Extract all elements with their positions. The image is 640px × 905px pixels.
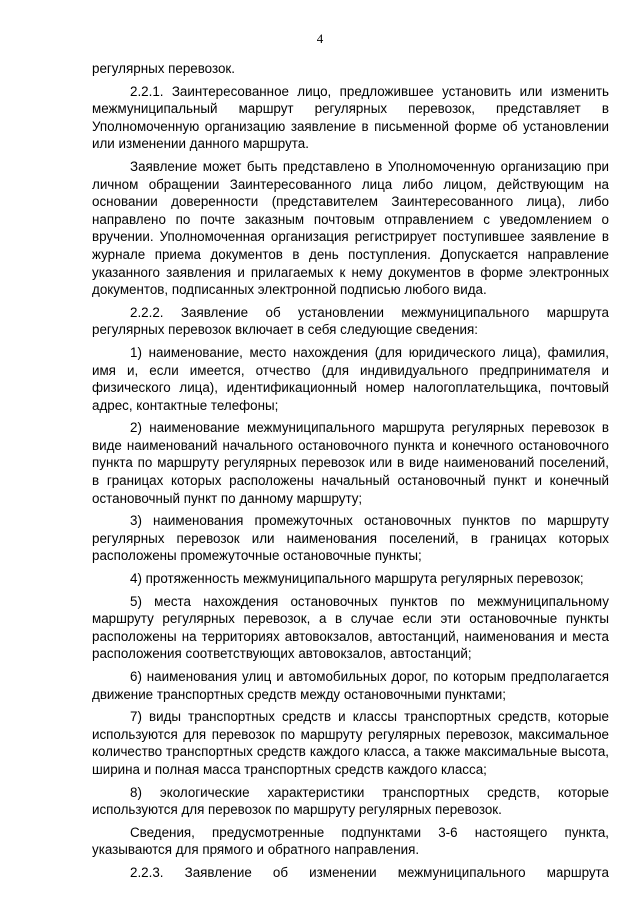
list-item-1: 1) наименование, место нахождения (для юридического лица), фамилия, имя и, если имеется, отчество (для индивидуального предпринимателя и физического лица), идентификационный номер налогоплательщика, почтовый адрес, контактные телефоны;: [92, 344, 609, 413]
document-body: [92, 60, 609, 887]
paragraph-2-2-1: 2.2.1. Заинтересованное лицо, предложившее установить или изменить межмуниципальный маршрут регулярных перевозок, представляет в Уполномоченную организацию заявление в письменной форме об установлении или изменении данного маршрута.: [92, 83, 609, 152]
paragraph-directions: Сведения, предусмотренные подпунктами 3-6 настоящего пункта, указываются для прямого и обратного направления.: [92, 824, 609, 858]
list-item-3: 3) наименования промежуточных остановочных пунктов по маршруту регулярных перевозок или наименования поселений, в границах которых расположены промежуточные остановочные пункты;: [92, 513, 609, 564]
list-item-4: 4) протяженность межмуниципального маршрута регулярных перевозок;: [130, 571, 584, 587]
list-item-2: 2) наименование межмуниципального маршрута регулярных перевозок в виде наименований начального остановочного пункта и конечного остановочного пункта по маршруту регулярных перевозок или в виде наименований поселений, в границах которых расположены начальный остановочный пункт и конечный остановочный пункт по данному маршруту;: [92, 420, 609, 506]
list-item-6: 6) наименования улиц и автомобильных дорог, по которым предполагается движение транспортных средств между остановочными пунктами;: [92, 669, 609, 702]
list-item-8: 8) экологические характеристики транспортных средств, которые используются для перевозок по маршруту регулярных перевозок.: [92, 784, 609, 818]
list-item-7: 7) виды транспортных средств и классы транспортных средств, которые используются для перевозок по маршруту регулярных перевозок, максимальное количество транспортных средств каждого класса, а также максимальные высота, ширина и полная масса транспортных средств каждого класса;: [92, 709, 609, 777]
paragraph-submission: Заявление может быть представлено в Уполномоченную организацию при личном обращении Заинтересованного лица либо лицом, действующим на основании доверенности (представителем Заинтересованного лица), либо направлено по почте заказным почтовым отправлением с уведомлением о вручении. Уполномоченная организация регистрирует поступившее заявление в журнале приема документов в день поступления. Допускается направление указанного заявления и прилагаемых к нему документов в форме электронных документов, подписанных электронной подписью любого вида.: [92, 158, 609, 298]
paragraph-continuation: регулярных перевозок.: [92, 61, 235, 76]
list-item-5: 5) места нахождения остановочных пунктов по межмуниципальному маршруту регулярных перевозок, а в случае если эти остановочные пункты расположены на территориях автовокзалов, автостанций, наименования и места расположения соответствующих автовокзалов, автостанций;: [92, 593, 609, 662]
paragraph-2-2-2: 2.2.2. Заявление об установлении межмуниципального маршрута регулярных перевозок включает в себя следующие сведения:: [92, 304, 609, 338]
page-number: 4: [316, 31, 324, 46]
paragraph-2-2-3: 2.2.3. Заявление об изменении межмуниципального маршрута: [130, 864, 609, 880]
